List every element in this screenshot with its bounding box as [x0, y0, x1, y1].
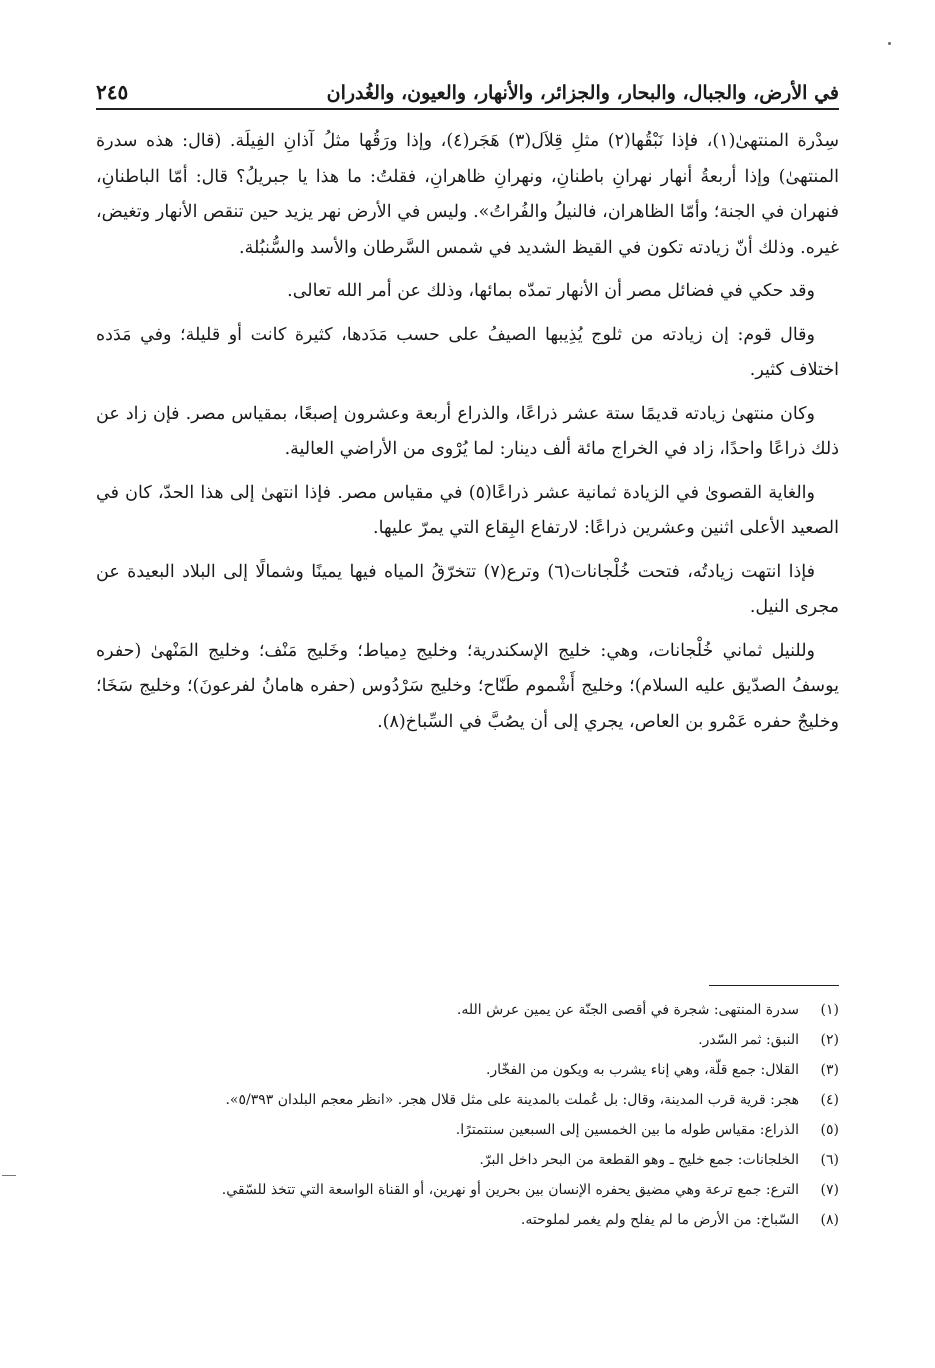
paragraph: وقال قوم: إن زيادته من ثلوج يُذِيبها الصيفُ على حسب مَدَدها، كثيرة كانت أو قليلة؛ وفي مَدَده اختلاف كثير. — [96, 324, 839, 380]
footnote-number: (٧) — [820, 1182, 839, 1198]
paragraph: وكان منتهىٰ زيادته قديمًا ستة عشر ذراعًا، والذراع أربعة وعشرون إصبعًا، بمقياس مصر. فإن زاد عن ذلك ذراعًا واحدًا، زاد في الخراج مائة ألف دينار: لما يُرْوى من الأراضي العالية. — [96, 403, 839, 459]
footnote-number: (٣) — [820, 1062, 839, 1078]
page-header — [96, 74, 839, 110]
scan-margin-mark — [2, 1175, 16, 1176]
footnote-item — [96, 1056, 839, 1084]
paragraph: فإذا انتهت زيادتُه، فتحت خُلْجانات(٦) وترع(٧) تتخرّقُ المياه فيها يمينًا وشمالًا إلى البلاد البعيدة عن مجرى النيل. — [96, 561, 839, 617]
footnote-item — [96, 1116, 839, 1144]
footnote-item — [96, 1176, 839, 1204]
paragraph: والغاية القصوىٰ في الزيادة ثمانية عشر ذراعًا(٥) في مقياس مصر. فإذا انتهىٰ إلى هذا الحدّ، كان في الصعيد الأعلى اثنين وعشرين ذراعًا: لارتفاع البِقاع التي يمرّ عليها. — [96, 482, 839, 538]
footnote-item — [96, 1026, 839, 1054]
scan-dot — [888, 42, 891, 45]
footnote-text: سدرة المنتهى: شجرة في أقصى الجنّة عن يمين عرش الله. — [456, 1002, 799, 1018]
footnote-text: هجر: قرية قرب المدينة، وقال: بل عُملت بالمدينة على مثل قلال هجر. «انظر معجم البلدان ٥/٣٩٣». — [225, 1092, 799, 1108]
footnote-item — [96, 1206, 839, 1234]
footnote-number: (٢) — [820, 1032, 839, 1048]
footnote-item — [96, 996, 839, 1024]
footnote-number: (٦) — [820, 1152, 839, 1168]
footnote-text: السّباخ: من الأرض ما لم يفلح ولم يغمر لملوحته. — [520, 1212, 799, 1228]
paragraph: وقد حكي في فضائل مصر أن الأنهار تمدّه بمائها، وذلك عن أمر الله تعالى. — [287, 281, 815, 301]
footnote-separator — [709, 985, 839, 986]
footnote-text: الخلجانات: جمع خليج ـ وهو القطعة من البحر داخل البرّ. — [479, 1152, 799, 1168]
footnote-text: الذراع: مقياس طوله ما بين الخمسين إلى السبعين سنتمترًا. — [455, 1122, 799, 1138]
page-number: ٢٤٥ — [96, 80, 129, 104]
running-title: في الأرض، والجبال، والبحار، والجزائر، والأنهار، والعيون، والغُدران — [326, 82, 839, 104]
footnote-number: (٨) — [820, 1212, 839, 1228]
footnote-number: (٥) — [820, 1122, 839, 1138]
footnote-number: (١) — [820, 1002, 839, 1018]
footnote-number: (٤) — [820, 1092, 839, 1108]
main-text — [96, 124, 839, 748]
footnote-item — [96, 1086, 839, 1114]
paragraph: وللنيل ثماني خُلْجانات، وهي: خليج الإسكندرية؛ وخليج دِمياط؛ وخَليج مَنْف؛ وخليج المَنْهىٰ (حفره يوسفُ الصدّيق عليه السلام)؛ وخليج أَشْموم طَنّاح؛ وخليج سَرْدُوس (حفره هامانُ لفرعونَ)؛ وخليج سَخَا؛ وخليجٌ حفره عَمْرو بن العاص، يجري إلى أن يصُبَّ في السِّباخ(٨). — [96, 640, 839, 732]
footnotes — [96, 996, 839, 1236]
footnote-text: الترع: جمع ترعة وهي مضيق يحفره الإنسان بين بحرين أو نهرين، أو القناة الواسعة التي تتخذ للسّقي. — [221, 1182, 799, 1198]
paragraph: سِدْرة المنتهىٰ(١)، فإذا نَبْقُها(٢) مثلِ قِلاَل(٣) هَجَر(٤)، وإذا ورَقُها مثلُ آذانِ الفِيلَة. (قال: هذه سدرة المنتهىٰ) وإذا أربعةُ أنهار نهرانِ باطنانِ، ونهرانِ ظاهرانِ، فقلتُ: ما هذا يا جبريلُ؟ قال: أمّا الباطنانِ، فنهران في الجنة؛ وأمّا الظاهران، فالنيلُ والفُراتُ». وليس في الأرض نهر يزيد حين تنقص الأنهار وتغيض، غيره. وذلك أنّ زيادته تكون في القيظ الشديد في شمس السَّرطان والأسد والسُّنبُلة. — [96, 131, 839, 258]
footnote-text: النبق: ثمر السّدر. — [698, 1032, 799, 1048]
footnote-text: القلال: جمع قلّة، وهي إناء يشرب به ويكون من الفخّار. — [485, 1062, 799, 1078]
footnote-item — [96, 1146, 839, 1174]
